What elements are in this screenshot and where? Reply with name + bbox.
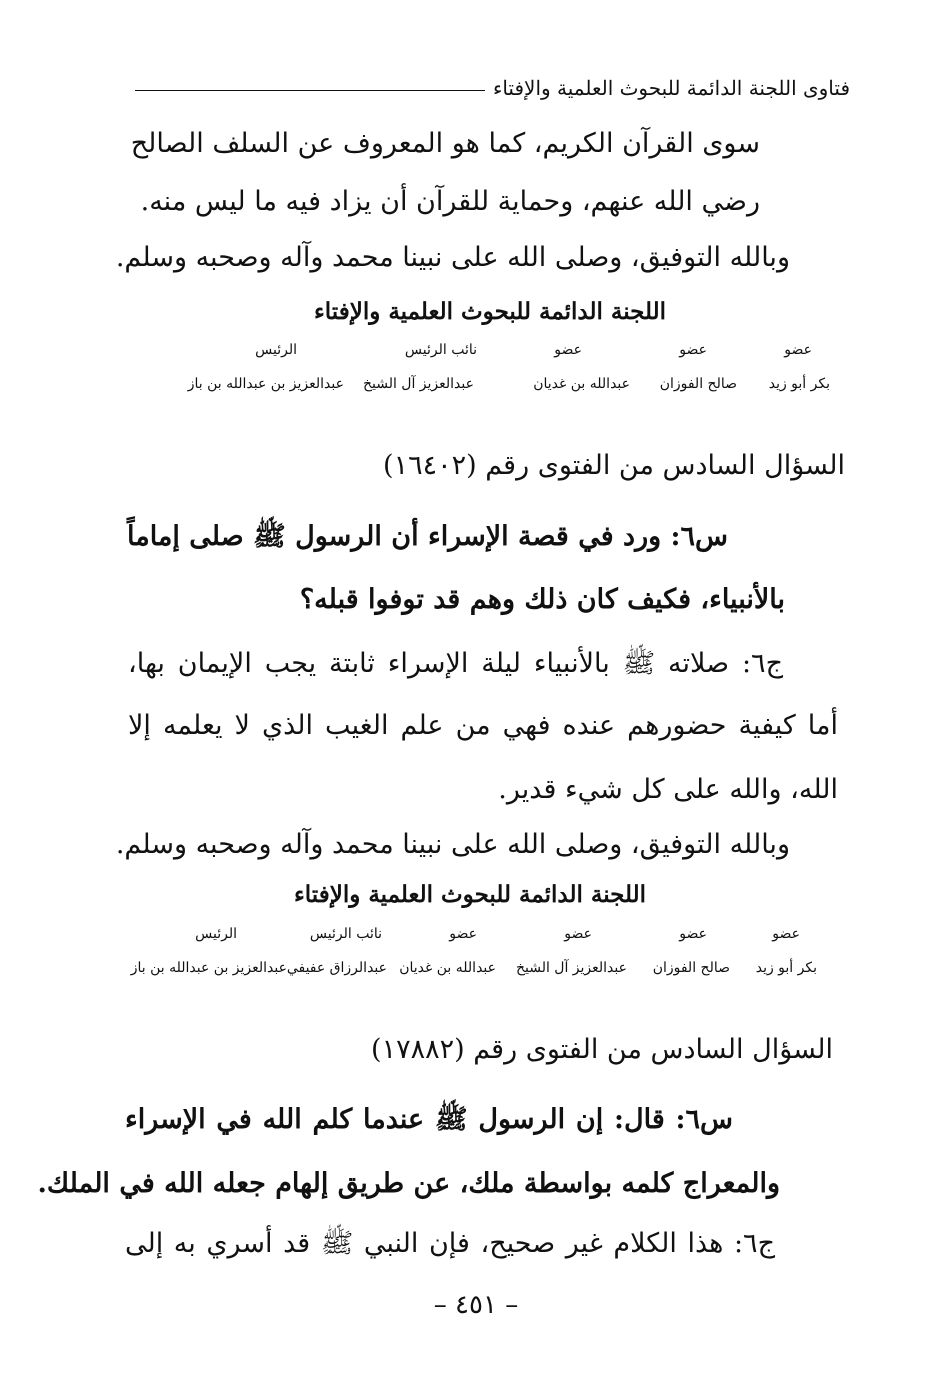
fatwa2-committee: اللجنة الدائمة للبحوث العلمية والإفتاء [293,881,647,908]
page-number: – ٤٥١ – [433,1290,519,1320]
fatwa3-question-line1: س٦: قال: إن الرسول ﷺ عندما كلم الله في الإسراء [125,1104,733,1135]
signatory-name: عبدالعزيز آل الشيخ [362,376,474,392]
fatwa3-heading: السؤال السادس من الفتوى رقم (١٧٨٨٢) [371,1034,833,1065]
fatwa1-line1: سوى القرآن الكريم، كما هو المعروف عن السلف الصالح [130,128,760,159]
role-president: الرئيس [195,926,237,942]
fatwa2-question-line1: س٦: ورد في قصة الإسراء أن الرسول ﷺ صلى إماماً [127,521,728,552]
fatwa2-roles [0,924,952,946]
signatory-name: بكر أبو زيد [768,376,830,392]
role-member: عضو [564,926,592,942]
running-header [135,68,850,108]
role-vice-president: نائب الرئيس [404,342,477,358]
signatory-name: عبدالعزيز آل الشيخ [515,960,627,976]
header-title: فتاوى اللجنة الدائمة للبحوث العلمية والإفتاء [492,76,850,100]
fatwa1-committee: اللجنة الدائمة للبحوث العلمية والإفتاء [313,298,667,325]
signatory-name: بكر أبو زيد [755,960,817,976]
fatwa1-line2: رضي الله عنهم، وحماية للقرآن أن يزاد فيه ما ليس منه. [140,186,760,217]
role-member: عضو [772,926,800,942]
signatory-name: صالح الفوزان [652,960,730,976]
role-member: عضو [554,342,582,358]
fatwa2-answer-line2: أما كيفية حضورهم عنده فهي من علم الغيب الذي لا يعلمه إلا [128,710,838,741]
signatory-name: عبدالعزيز بن عبدالله بن باز [130,960,287,976]
role-vice-president: نائب الرئيس [309,926,382,942]
role-member: عضو [679,342,707,358]
role-member: عضو [679,926,707,942]
fatwa2-names [0,958,952,980]
fatwa2-heading: السؤال السادس من الفتوى رقم (١٦٤٠٢) [383,450,845,481]
fatwa2-closing: وبالله التوفيق، وصلى الله على نبينا محمد وآله وصحبه وسلم. [115,829,790,860]
fatwa2-answer-line1: ج٦: صلاته ﷺ بالأنبياء ليلة الإسراء ثابتة يجب الإيمان بها، [128,648,783,679]
role-president: الرئيس [255,342,297,358]
fatwa3-question-line2: والمعراج كلمه بواسطة ملك، عن طريق إلهام جعله الله في الملك. [37,1168,780,1199]
fatwa1-roles [0,340,952,362]
fatwa1-names [0,374,952,396]
signatory-name: عبدالعزيز بن عبدالله بن باز [187,376,344,392]
signatory-name: عبدالله بن غديان [533,376,630,392]
signatory-name: عبدالله بن غديان [399,960,496,976]
signatory-name: عبدالرزاق عفيفي [286,960,387,976]
role-member: عضو [784,342,812,358]
fatwa3-answer-line1: ج٦: هذا الكلام غير صحيح، فإن النبي ﷺ قد أسري به إلى [125,1228,775,1259]
fatwa2-answer-line3: الله، والله على كل شيء قدير. [498,774,838,805]
fatwa1-closing: وبالله التوفيق، وصلى الله على نبينا محمد وآله وصحبه وسلم. [115,242,790,273]
role-member: عضو [449,926,477,942]
header-rule [135,90,485,91]
fatwa2-question-line2: بالأنبياء، فكيف كان ذلك وهم قد توفوا قبله؟ [299,584,785,615]
signatory-name: صالح الفوزان [659,376,737,392]
